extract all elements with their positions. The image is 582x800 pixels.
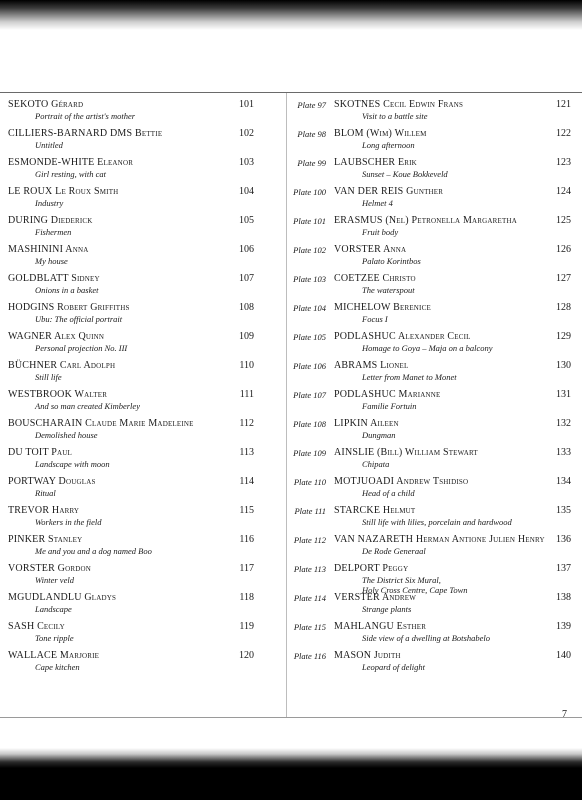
item-number: 106 xyxy=(239,244,254,255)
item-number: 125 xyxy=(556,215,571,226)
artwork-title: Landscape with moon xyxy=(35,459,110,469)
plate-list-entry xyxy=(286,650,576,679)
artist-name: MAHLANGU Esther xyxy=(334,621,427,632)
plate-list-entry xyxy=(8,389,278,418)
artist-name: LIPKIN Aileen xyxy=(334,418,399,429)
item-number: 130 xyxy=(556,360,571,371)
plate-list-entry xyxy=(286,157,576,186)
item-number: 122 xyxy=(556,128,571,139)
item-number: 112 xyxy=(239,418,254,429)
plate-list-entry xyxy=(286,592,576,621)
artist-name: VORSTER Gordon xyxy=(8,563,91,574)
artwork-title: Landscape xyxy=(35,604,72,614)
plate-list-entry xyxy=(8,418,278,447)
artist-name: SASH Cecily xyxy=(8,621,65,632)
plate-list-entry xyxy=(8,563,278,592)
plate-label: Plate 97 xyxy=(297,100,326,110)
item-number: 133 xyxy=(556,447,571,458)
plate-list-entry xyxy=(286,360,576,389)
plate-label: Plate 107 xyxy=(293,390,326,400)
artwork-title: Personal projection No. III xyxy=(35,343,128,353)
artist-name: DELPORT Peggy xyxy=(334,563,409,574)
artist-name: HODGINS Robert Griffiths xyxy=(8,302,130,313)
item-number: 115 xyxy=(239,505,254,516)
plate-list-entry xyxy=(286,418,576,447)
item-number: 117 xyxy=(239,563,254,574)
plate-list-entry xyxy=(8,534,278,563)
artwork-title: Me and you and a dog named Boo xyxy=(35,546,152,556)
plate-list-entry xyxy=(8,128,278,157)
item-number: 121 xyxy=(556,99,571,110)
item-number: 107 xyxy=(239,273,254,284)
artist-name: MGUDLANDLU Gladys xyxy=(8,592,117,603)
artwork-title: Untitled xyxy=(35,140,63,150)
artist-name: WALLACE Marjorie xyxy=(8,650,100,661)
artist-name: MASON Judith xyxy=(334,650,401,661)
item-number: 103 xyxy=(239,157,254,168)
artwork-title: And so man created Kimberley xyxy=(35,401,140,411)
artwork-title: My house xyxy=(35,256,68,266)
artist-name: BLOM (Wim) Willem xyxy=(334,128,427,139)
artwork-title: The waterspout xyxy=(362,285,415,295)
artist-name: ERASMUS (Nel) Petronella Margaretha xyxy=(334,215,518,226)
artwork-title: Ubu: The official portrait xyxy=(35,314,123,324)
plate-list-entry xyxy=(286,331,576,360)
artist-name: SEKOTO Gérard xyxy=(8,99,84,110)
artist-name: LE ROUX Le Roux Smith xyxy=(8,186,119,197)
artwork-title: Fruit body xyxy=(362,227,399,237)
artwork-title: Familie Fortuin xyxy=(362,401,417,411)
item-number: 137 xyxy=(556,563,571,574)
plate-label: Plate 113 xyxy=(293,564,326,574)
plate-list-entry xyxy=(8,650,278,679)
item-number: 139 xyxy=(556,621,571,632)
artwork-title: Workers in the field xyxy=(35,517,102,527)
plate-label: Plate 101 xyxy=(293,216,326,226)
plate-list-entry xyxy=(286,215,576,244)
plate-label: Plate 110 xyxy=(293,477,326,487)
artist-name: MASHININI Anna xyxy=(8,244,89,255)
artist-name: PODLASHUC Marianne xyxy=(334,389,441,400)
item-number: 129 xyxy=(556,331,571,342)
artwork-title: Portrait of the artist's mother xyxy=(35,111,136,121)
plate-list-entry xyxy=(286,99,576,128)
plate-list-entry xyxy=(286,534,576,563)
artwork-title: Helmet 4 xyxy=(362,198,393,208)
artwork-title: Sunset – Koue Bokkeveld xyxy=(362,169,448,179)
artist-name: BOUSCHARAIN Claude Marie Madeleine xyxy=(8,418,194,429)
plate-list-entry xyxy=(8,505,278,534)
plate-label: Plate 104 xyxy=(293,303,326,313)
artwork-title: Winter veld xyxy=(35,575,74,585)
artwork-title: Long afternoon xyxy=(362,140,415,150)
artwork-title: Onions in a basket xyxy=(35,285,99,295)
plate-list-entry xyxy=(8,99,278,128)
artist-name: MICHELOW Berenice xyxy=(334,302,431,313)
plate-list-entry xyxy=(8,476,278,505)
artist-name: PODLASHUC Alexander Cecil xyxy=(334,331,471,342)
plate-label: Plate 102 xyxy=(293,245,326,255)
item-number: 110 xyxy=(239,360,254,371)
item-number: 136 xyxy=(556,534,571,545)
plate-label: Plate 108 xyxy=(293,419,326,429)
artist-name: PORTWAY Douglas xyxy=(8,476,96,487)
item-number: 140 xyxy=(556,650,571,661)
plate-list-entry xyxy=(286,186,576,215)
plate-label: Plate 100 xyxy=(293,187,326,197)
plate-list-entry xyxy=(286,447,576,476)
artwork-title: Focus I xyxy=(362,314,388,324)
plate-list-entry xyxy=(286,476,576,505)
artwork-title: Chipata xyxy=(362,459,390,469)
item-number: 128 xyxy=(556,302,571,313)
plate-label: Plate 116 xyxy=(293,651,326,661)
artist-name: VORSTER Anna xyxy=(334,244,407,255)
artwork-title: Tone ripple xyxy=(35,633,74,643)
artwork-title: Visit to a battle site xyxy=(362,111,428,121)
plate-list-entry xyxy=(8,592,278,621)
item-number: 124 xyxy=(556,186,571,197)
plate-label: Plate 111 xyxy=(294,506,326,516)
artwork-title: Strange plants xyxy=(362,604,412,614)
artist-name: PINKER Stanley xyxy=(8,534,83,545)
left-column xyxy=(8,99,278,679)
item-number: 109 xyxy=(239,331,254,342)
artwork-title: Still life with lilies, porcelain and hardwood xyxy=(362,517,512,527)
artist-name: VERSTER Andrew xyxy=(334,592,417,603)
item-number: 104 xyxy=(239,186,254,197)
plate-list-entry xyxy=(8,331,278,360)
item-number: 105 xyxy=(239,215,254,226)
item-number: 123 xyxy=(556,157,571,168)
artist-name: CILLIERS-BARNARD DMS Bettie xyxy=(8,128,163,139)
artist-name: DU TOIT Paul xyxy=(8,447,73,458)
plate-list-entry xyxy=(286,244,576,273)
artist-name: ABRAMS Lionel xyxy=(334,360,409,371)
artist-name: GOLDBLATT Sidney xyxy=(8,273,100,284)
plate-list-entry xyxy=(8,244,278,273)
artist-name: COETZEE Christo xyxy=(334,273,416,284)
artist-name: STARCKE Helmut xyxy=(334,505,416,516)
item-number: 132 xyxy=(556,418,571,429)
plate-list-entry xyxy=(286,273,576,302)
plate-label: Plate 114 xyxy=(293,593,326,603)
item-number: 135 xyxy=(556,505,571,516)
plate-list-entry xyxy=(8,447,278,476)
artist-name: MOTJUOADI Andrew Tshidiso xyxy=(334,476,469,487)
artist-name: AINSLIE (Bill) William Stewart xyxy=(334,447,478,458)
plate-list-entry xyxy=(286,505,576,534)
artist-name: TREVOR Harry xyxy=(8,505,80,516)
item-number: 119 xyxy=(239,621,254,632)
artist-name: LAUBSCHER Erik xyxy=(334,157,417,168)
artwork-title: Still life xyxy=(35,372,62,382)
artwork-title: Homage to Goya – Maja on a balcony xyxy=(362,343,493,353)
plate-list-entry xyxy=(8,302,278,331)
item-number: 114 xyxy=(239,476,254,487)
item-number: 138 xyxy=(556,592,571,603)
artwork-title: Side view of a dwelling at Botshabelo xyxy=(362,633,490,643)
item-number: 101 xyxy=(239,99,254,110)
plate-label: Plate 106 xyxy=(293,361,326,371)
plate-label: Plate 115 xyxy=(293,622,326,632)
item-number: 111 xyxy=(239,389,254,400)
artist-name: WESTBROOK Walter xyxy=(8,389,108,400)
plate-label: Plate 99 xyxy=(297,158,326,168)
artwork-title: Demolished house xyxy=(35,430,98,440)
plate-list-entry xyxy=(8,186,278,215)
artwork-title: Fishermen xyxy=(35,227,72,237)
item-number: 120 xyxy=(239,650,254,661)
top-rule xyxy=(0,92,582,93)
item-number: 116 xyxy=(239,534,254,545)
item-number: 134 xyxy=(556,476,571,487)
artist-name: BÜCHNER Carl Adolph xyxy=(8,360,116,371)
item-number: 102 xyxy=(239,128,254,139)
scan-top-edge xyxy=(0,0,582,30)
artwork-title: Head of a child xyxy=(362,488,415,498)
plate-label: Plate 109 xyxy=(293,448,326,458)
artist-name: SKOTNES Cecil Edwin Frans xyxy=(334,99,464,110)
item-number: 126 xyxy=(556,244,571,255)
artist-name: WAGNER Alex Quinn xyxy=(8,331,105,342)
scan-bottom-edge xyxy=(0,748,582,800)
artist-name: VAN NAZARETH Herman Antione Julien Henry xyxy=(334,534,545,545)
artwork-title: Dungman xyxy=(362,430,396,440)
plate-list-entry xyxy=(286,389,576,418)
artwork-title: Palato Korintbos xyxy=(362,256,421,266)
plate-list-entry xyxy=(286,621,576,650)
plate-label: Plate 112 xyxy=(293,535,326,545)
artwork-title: Industry xyxy=(35,198,64,208)
plate-list-entry xyxy=(286,563,576,595)
plate-list-entry xyxy=(8,215,278,244)
artist-name: DURING Diederick xyxy=(8,215,93,226)
artwork-title: The District Six Mural, Holy Cross Centre, Cape Town xyxy=(362,575,468,595)
plate-label: Plate 105 xyxy=(293,332,326,342)
plate-list-entry xyxy=(8,273,278,302)
artwork-title: Ritual xyxy=(35,488,56,498)
artwork-title: Cape kitchen xyxy=(35,662,80,672)
item-number: 113 xyxy=(239,447,254,458)
plate-list-entry xyxy=(286,128,576,157)
artwork-title: De Rode Generaal xyxy=(362,546,426,556)
page-number: 7 xyxy=(562,709,567,720)
plate-label: Plate 103 xyxy=(293,274,326,284)
item-number: 131 xyxy=(556,389,571,400)
artwork-title: Letter from Manet to Monet xyxy=(362,372,457,382)
item-number: 127 xyxy=(556,273,571,284)
artist-name: ESMONDE-WHITE Eleanor xyxy=(8,157,134,168)
item-number: 108 xyxy=(239,302,254,313)
item-number: 118 xyxy=(239,592,254,603)
plate-list-entry xyxy=(8,621,278,650)
right-column xyxy=(286,99,576,679)
plate-list-entry xyxy=(8,157,278,186)
plate-list-entry xyxy=(8,360,278,389)
artist-name: VAN DER REIS Gunther xyxy=(334,186,444,197)
plate-label: Plate 98 xyxy=(297,129,326,139)
artwork-title: Leopard of delight xyxy=(362,662,425,672)
plate-list-entry xyxy=(286,302,576,331)
artwork-title: Girl resting, with cat xyxy=(35,169,106,179)
bottom-rule xyxy=(0,717,582,718)
